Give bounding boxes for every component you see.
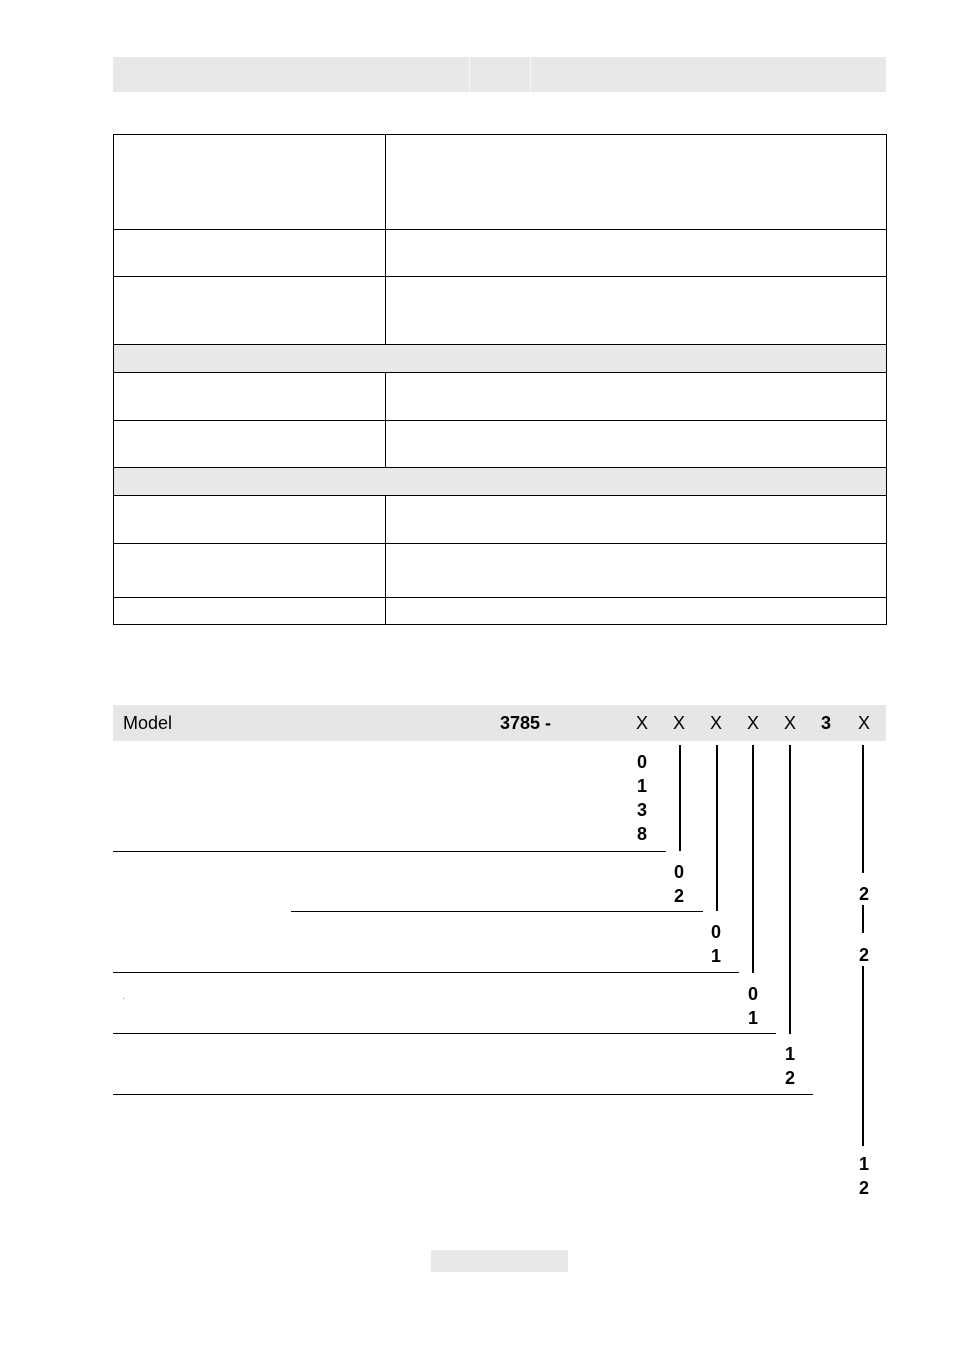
- header-divider: [530, 57, 531, 92]
- option-digit: 2: [784, 1068, 795, 1088]
- table-section-row: [114, 345, 886, 373]
- group-divider-line: [113, 1033, 776, 1034]
- table-cell: [386, 135, 886, 229]
- option-digit: 2: [858, 945, 869, 965]
- group-divider-line: [113, 851, 666, 852]
- model-position-4: X: [746, 713, 759, 733]
- option-digit: 2: [858, 1178, 869, 1198]
- table-cell: [386, 598, 886, 624]
- dot-mark: [123, 998, 124, 999]
- option-digit: 1: [636, 776, 647, 796]
- model-prefix: 3785 -: [500, 713, 552, 733]
- leader-line: [862, 905, 864, 933]
- table-row: [114, 230, 886, 277]
- table-cell: [386, 421, 886, 467]
- table-cell: [114, 277, 386, 344]
- option-digit: 0: [673, 862, 684, 882]
- table-row: [114, 135, 886, 230]
- model-position-2: X: [672, 713, 685, 733]
- page-header-bar: [113, 57, 886, 92]
- leader-line: [752, 745, 754, 973]
- leader-line: [789, 745, 791, 1034]
- table-cell: [114, 598, 386, 624]
- option-digit: 0: [747, 984, 758, 1004]
- table-row: [114, 277, 886, 345]
- table-cell: [114, 496, 386, 543]
- table-row: [114, 421, 886, 468]
- page-footer-box: [431, 1250, 568, 1272]
- group-divider-line: [113, 1094, 813, 1095]
- specification-table: [113, 134, 887, 625]
- table-cell: [386, 230, 886, 276]
- model-position-5: X: [783, 713, 796, 733]
- option-digit: 1: [747, 1008, 758, 1028]
- model-position-1: X: [635, 713, 648, 733]
- table-section-row: [114, 468, 886, 496]
- model-label: Model: [123, 713, 173, 733]
- option-digit: 2: [673, 886, 684, 906]
- group-divider-line: [113, 972, 739, 973]
- option-digit: 2: [858, 884, 869, 904]
- group-divider-line: [291, 911, 703, 912]
- table-cell: [114, 373, 386, 420]
- table-row: [114, 598, 886, 624]
- option-digit: 1: [858, 1154, 869, 1174]
- table-cell: [386, 496, 886, 543]
- table-cell: [386, 544, 886, 597]
- table-row: [114, 544, 886, 598]
- option-digit: 0: [710, 922, 721, 942]
- header-divider: [469, 57, 470, 92]
- leader-line: [862, 966, 864, 1146]
- table-cell: [114, 135, 386, 229]
- model-position-7: X: [857, 713, 870, 733]
- table-row: [114, 496, 886, 544]
- table-cell: [386, 277, 886, 344]
- option-digit: 8: [636, 824, 647, 844]
- option-digit: 3: [636, 800, 647, 820]
- option-digit: 1: [710, 946, 721, 966]
- table-row: [114, 373, 886, 421]
- leader-line: [679, 745, 681, 851]
- table-cell: [114, 544, 386, 597]
- table-cell: [386, 373, 886, 420]
- leader-line: [862, 745, 864, 873]
- table-cell: [114, 421, 386, 467]
- leader-line: [716, 745, 718, 911]
- model-position-3: X: [709, 713, 722, 733]
- option-digit: 1: [784, 1044, 795, 1064]
- option-digit: 0: [636, 752, 647, 772]
- model-position-6: 3: [820, 713, 831, 733]
- table-cell: [114, 230, 386, 276]
